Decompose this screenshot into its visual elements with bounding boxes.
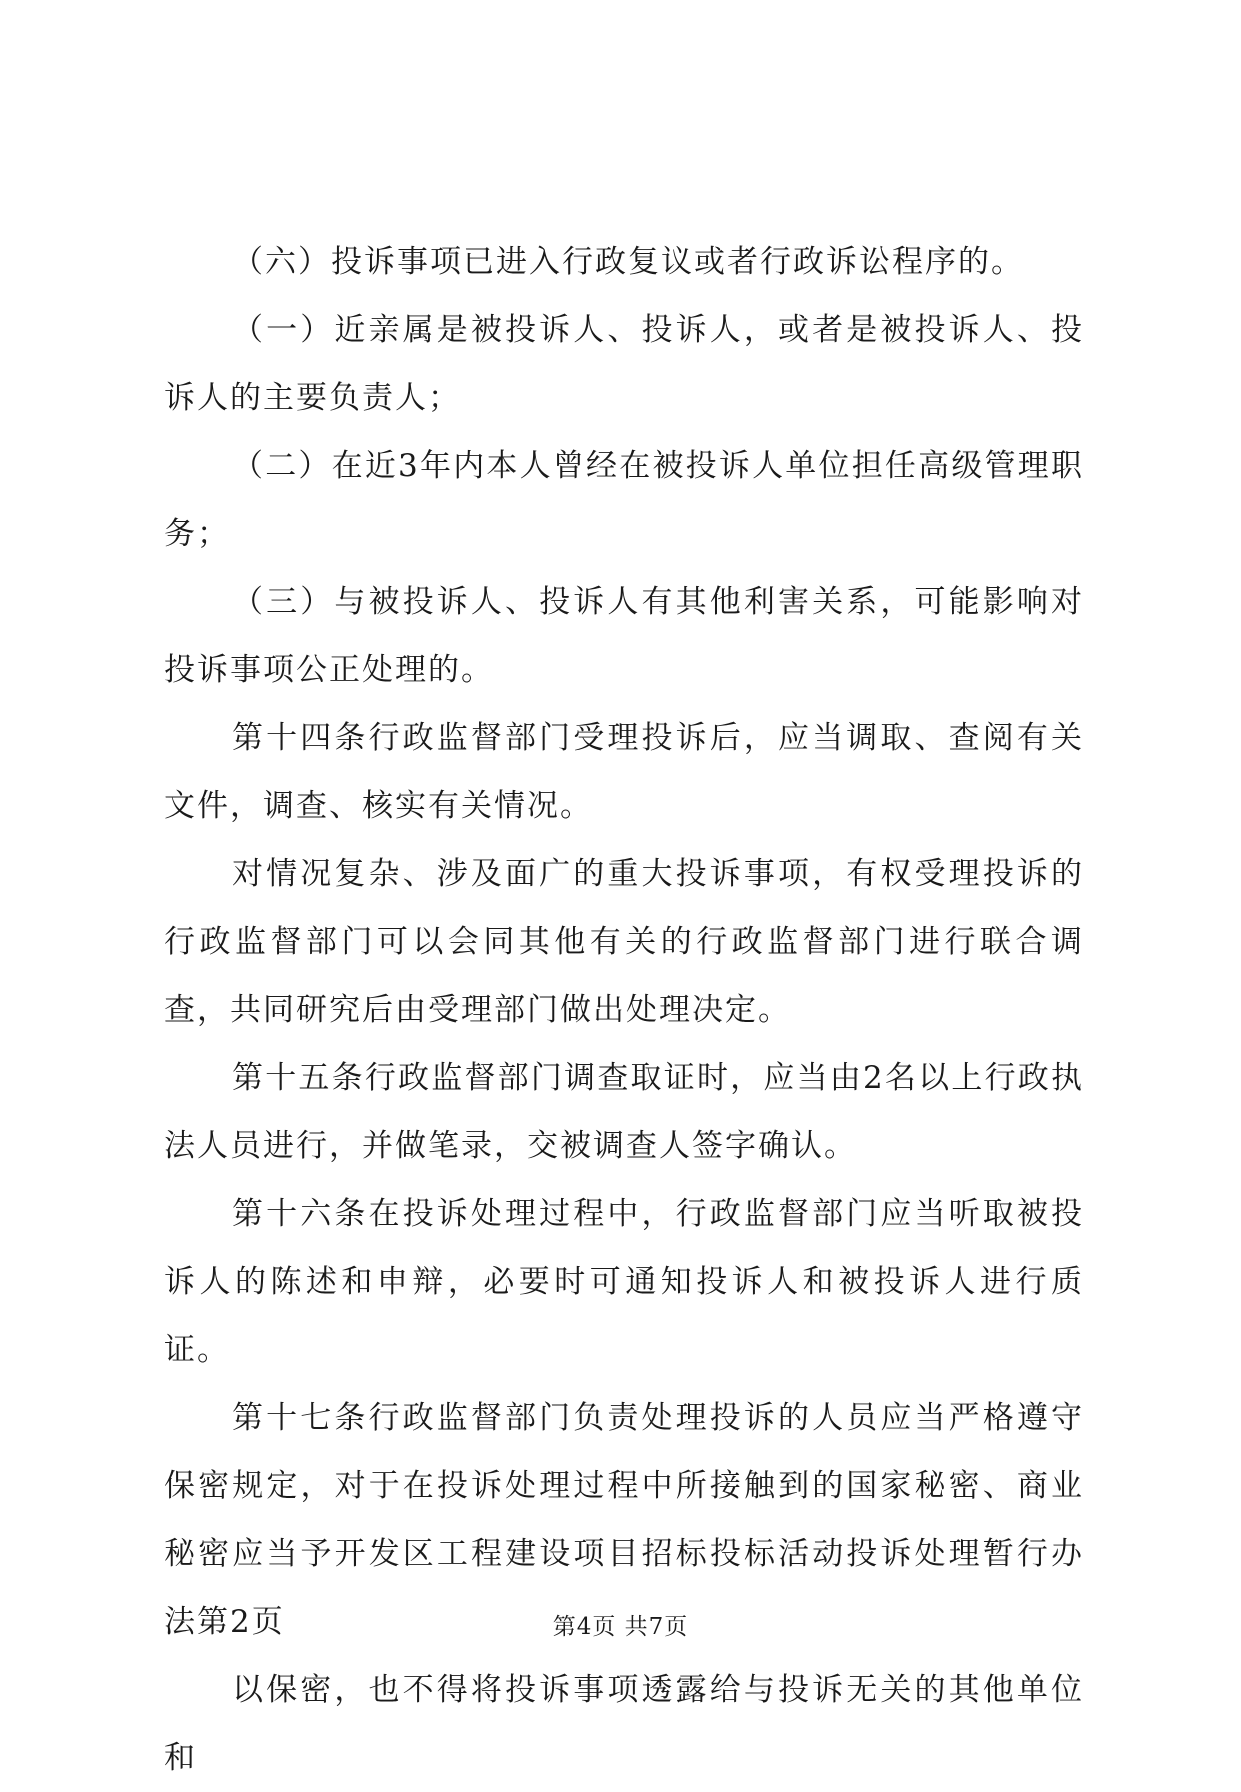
paragraph-article-14: 第十四条行政监督部门受理投诉后，应当调取、查阅有关文件，调查、核实有关情况。 bbox=[164, 720, 1084, 824]
page-number-label: 第4页 共7页 bbox=[552, 1614, 689, 1640]
page-footer bbox=[0, 1612, 1241, 1642]
paragraph-article-17: 第十七条行政监督部门负责处理投诉的人员应当严格遵守保密规定，对于在投诉处理过程中所接触到的国家秘密、商业秘密应当予开发区工程建设项目招标投标活动投诉处理暂行办法第2页 bbox=[164, 1400, 1084, 1640]
paragraph-continuation: 以保密，也不得将投诉事项透露给与投诉无关的其他单位和 bbox=[164, 1672, 1084, 1776]
paragraph-item-2: （二）在近3年内本人曾经在被投诉人单位担任高级管理职务； bbox=[164, 448, 1084, 552]
paragraph-item-6: （六）投诉事项已进入行政复议或者行政诉讼程序的。 bbox=[232, 244, 1024, 280]
document-body bbox=[164, 228, 1084, 1792]
paragraph-item-1: （一）近亲属是被投诉人、投诉人，或者是被投诉人、投诉人的主要负责人； bbox=[164, 312, 1084, 416]
paragraph-article-16: 第十六条在投诉处理过程中，行政监督部门应当听取被投诉人的陈述和申辩，必要时可通知投诉人和被投诉人进行质证。 bbox=[164, 1196, 1084, 1368]
paragraph-joint-investigation: 对情况复杂、涉及面广的重大投诉事项，有权受理投诉的行政监督部门可以会同其他有关的行政监督部门进行联合调查，共同研究后由受理部门做出处理决定。 bbox=[164, 856, 1084, 1028]
paragraph-item-3: （三）与被投诉人、投诉人有其他利害关系，可能影响对投诉事项公正处理的。 bbox=[164, 584, 1084, 688]
paragraph-article-15: 第十五条行政监督部门调查取证时，应当由2名以上行政执法人员进行，并做笔录，交被调查人签字确认。 bbox=[164, 1060, 1084, 1164]
